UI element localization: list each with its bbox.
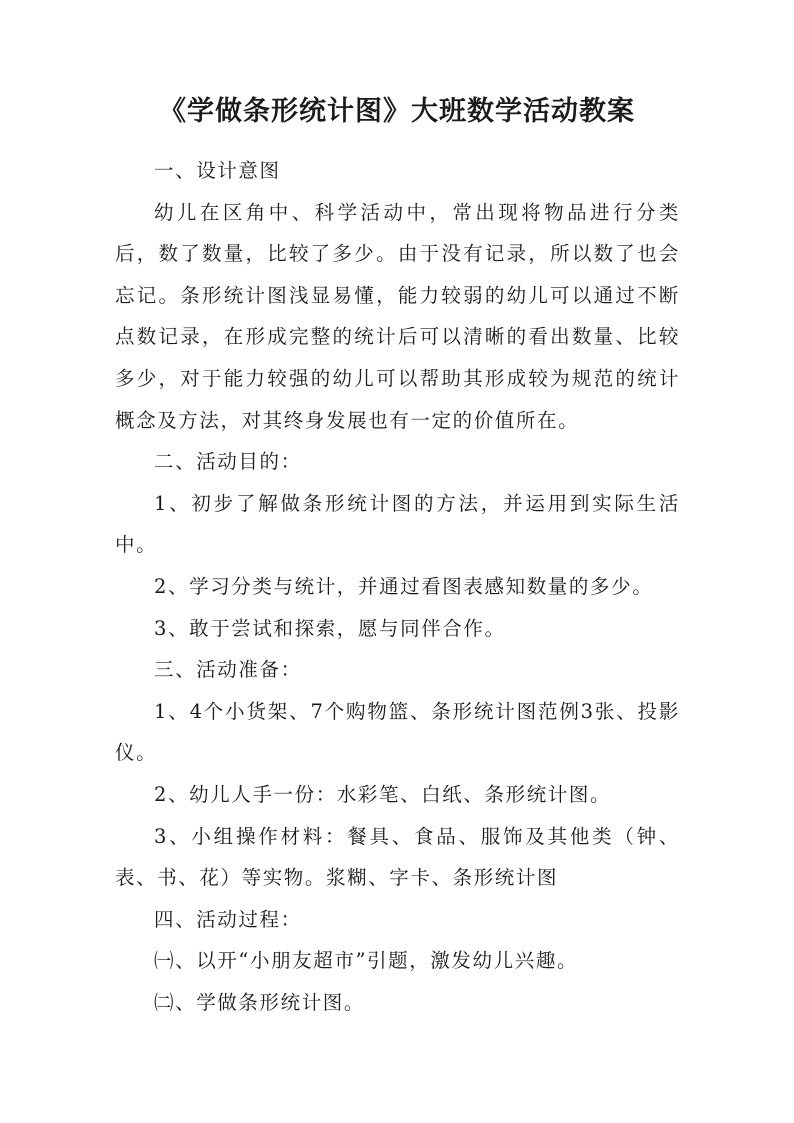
- document-body: [115, 150, 680, 1023]
- section-heading-objectives: 二、活动目的：: [154, 450, 302, 474]
- objective-item-1: 1、初步了解做条形统计图的方法，并运用到实际生活中。: [115, 491, 680, 557]
- preparation-item-2: 2、幼儿人手一份：水彩笔、白纸、条形统计图。: [154, 782, 612, 806]
- process-step-1: ㈠、以开“小朋友超市”引题，激发幼儿兴趣。: [154, 949, 579, 973]
- objective-item-3: 3、敢于尝试和探索，愿与同伴合作。: [154, 616, 506, 640]
- objective-item-2: 2、学习分类与统计，并通过看图表感知数量的多少。: [154, 574, 654, 598]
- process-step-2: ㈡、学做条形统计图。: [154, 990, 366, 1014]
- document-title: 《学做条形统计图》大班数学活动教案: [159, 96, 635, 127]
- preparation-item-3: 3、小组操作材料：餐具、食品、服饰及其他类（钟、表、书、花）等实物。浆糊、字卡、条形统计图: [115, 824, 680, 890]
- section-heading-process: 四、活动过程：: [154, 907, 302, 931]
- paragraph-design-intent: 幼儿在区角中、科学活动中，常出现将物品进行分类后，数了数量，比较了多少。由于没有记录，所以数了也会忘记。条形统计图浅显易懂，能力较弱的幼儿可以通过不断点数记录，在形成完整的统计后可以清晰的看出数量、比较多少，对于能力较强的幼儿可以帮助其形成较为规范的统计概念及方法，对其终身发展也有一定的价值所在。: [115, 200, 680, 432]
- section-heading-preparation: 三、活动准备：: [154, 658, 302, 682]
- preparation-item-1: 1、4个小货架、7个购物篮、条形统计图范例3张、投影仪。: [115, 699, 680, 765]
- section-heading-design-intent: 一、设计意图: [154, 159, 281, 182]
